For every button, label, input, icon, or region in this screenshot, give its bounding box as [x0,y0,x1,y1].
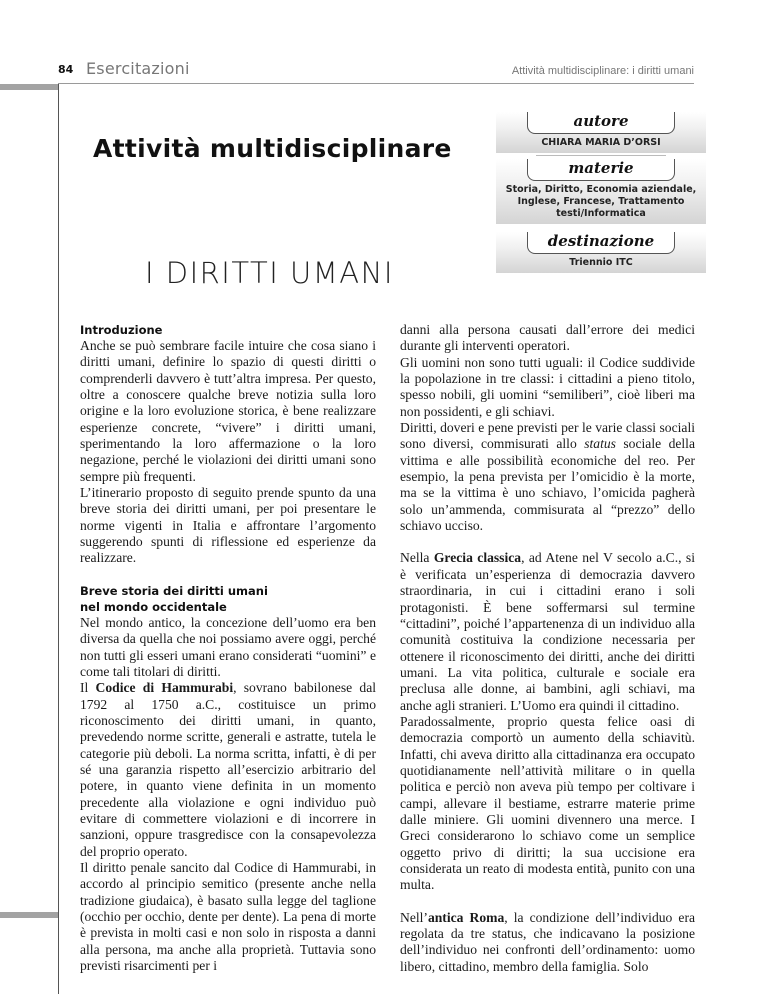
intro-heading: Introduzione [80,323,163,337]
history-heading-line-1: Breve storia dei diritti umani [80,583,268,598]
left-column [80,322,376,974]
right-paragraph-2: Gli uomini non sono tutti uguali: il Codice suddivide la popolazione in tre classi: i cittadini a pieno titolo, spesso nobili, gli uomini “semiliberi”, cioè liberi ma non possidenti, e gli schiavi. [400,354,695,419]
intro-paragraph-2: L’itinerario proposto di seguito prende spunto da una breve storia dei diritti umani, per poi presentare le norme vigenti in Italia e affrontare l’argomento suggerendo spunti di riflessione ed esperienze da realizzare. [80,485,376,566]
running-title: Attività multidisciplinare: i diritti umani [511,65,694,77]
info-value-destination: Triennio ITC [569,257,633,268]
info-value-author: CHIARA MARIA D’ORSI [541,137,661,148]
right-paragraph-5: Paradossalmente, proprio questa felice oasi di democrazia comportò un aumento della schiavitù. Infatti, chi aveva diritto alla cittadinanza era occupato quotidianamente nell’attività militare o in quella politica e perciò non aveva più tempo per coltivare i campi, allevare il bestiame, estrarre materie prime dalle miniere. Gli uomini divennero una merce. I Greci considerarono lo schiavo come un semplice oggetto privo di diritti; la sua uccisione era considerata un reato di modesta entità, punito con una multa. [400,713,695,893]
margin-rule [58,84,59,994]
greece-paragraph [400,550,695,713]
margin-bar-bottom [0,912,58,918]
header-rule [58,83,694,84]
history-paragraph-1: Nel mondo antico, la concezione dell’uomo era ben diversa da quella che noi possiamo avere oggi, perché non tutti gli esseri umani erano considerati “uomini” e come tali titolari di diritti. [80,614,376,679]
info-box-author [496,112,706,153]
page-subtitle: I DIRITTI UMANI [145,256,394,290]
right-column [400,322,695,975]
info-panel [496,112,706,273]
text-run: sociale della vittima e alle possibilità economiche del reo. Per esempio, la pena prevista per l’omicidio è la morte, ma se la vittima è uno schiavo, l’omicida pagherà solo un’ammenda, commisurata al “prezzo” dello schiavo ucciso. [400,436,695,534]
info-separator [536,155,666,156]
section-title: Esercitazioni [86,59,190,78]
info-value-subjects: Storia, Diritto, Economia aziendale, Inglese, Francese, Trattamento testi/Informatica [505,184,697,219]
margin-bar-top [0,84,58,90]
right-paragraph-1: danni alla persona causati dall’errore dei medici durante gli interventi operatori. [400,322,695,354]
status-term: status [584,436,616,452]
text-run: Diritti, doveri e pene previsti per le varie classi sociali sono diversi, commisurati allo [400,420,695,452]
text-run: , sovrano babilonese dal 1792 al 1750 a.C., costituisce un primo riconoscimento dei diritti umani, in quanto, prevedendo norme scritte, generali e astratte, tutela le categorie più deboli. La norma scritta, infatti, è di per sé una garanzia rispetto all’esercizio arbitrario del potere, in quanto viene definita in un momento precedente alla violazione e ogni individuo può evitare di commettere violazioni e di incorrere in sanzioni, oppure trasgredisce con la consapevolezza del proprio operato. [80,680,377,859]
text-run: , ad Atene nel V secolo a.C., si è verificata un’esperienza di democrazia davvero straordinaria, in cui i cittadini erano i soli protagonisti. È bene soffermarsi sul termine “cittadini”, poiché l’appartenenza di un individuo alla comunità costituiva la condizione necessaria per ottenere il riconoscimento dei diritti, anche dei diritti umani. La vita politica, culturale e sociale era preclusa alle donne, ai bambini, agli schiavi, ma anche agli stranieri. L’Uomo era quindi il cittadino. [400,550,695,713]
history-paragraph-3: Il diritto penale sancito dal Codice di Hammurabi, in accordo al principio semitico (presente anche nella tradizione giudaica), è basato sulla legge del taglione (occhio per occhio, dente per dente). La pena di morte è prevista in molti casi e non solo in risposta a danni alla persona, ma anche alla proprietà. Tuttavia sono previsti risarcimenti per i [80,859,376,974]
page-number: 84 [58,63,74,76]
info-label-subjects: materie [527,159,675,181]
info-box-subjects [496,159,706,224]
history-heading [80,583,376,615]
intro-paragraph-1: Anche se può sembrare facile intuire che cosa siano i diritti umani, definire lo spazio di questi diritti o comprenderli davvero è tutt’altra impresa. Per questo, oltre a conoscere qualche breve notizia sulla loro origine e la loro evoluzione storica, è bene realizzare esperienze concrete, “vivere” i diritti umani, sperimentando la loro affermazione o la loro negazione, perché le violazioni dei diritti umani sono sempre più frequenti. [80,338,376,484]
text-run: , la condizione dell’individuo era regolata da tre status, che indicavano la posizione dell’individuo nei confronti dell’ordinamento: uomo libero, cittadino, membro della famiglia. Solo [400,909,696,974]
greece-term: Grecia classica [433,550,522,566]
page-title: Attività multidisciplinare [93,134,452,163]
text-run: Nell’ [400,909,428,925]
info-label-author: autore [527,112,675,134]
text-run: Il [80,680,96,696]
text-run: Nella [400,550,434,566]
hammurabi-term: Codice di Hammurabi [95,680,234,696]
info-label-destination: destinazione [527,232,675,254]
rome-paragraph [400,910,695,975]
info-box-destination [496,232,706,273]
history-heading-line-2: nel mondo occidentale [80,599,227,614]
history-paragraph-2 [80,680,376,860]
right-paragraph-3 [400,420,695,534]
rome-term: antica Roma [427,909,505,925]
